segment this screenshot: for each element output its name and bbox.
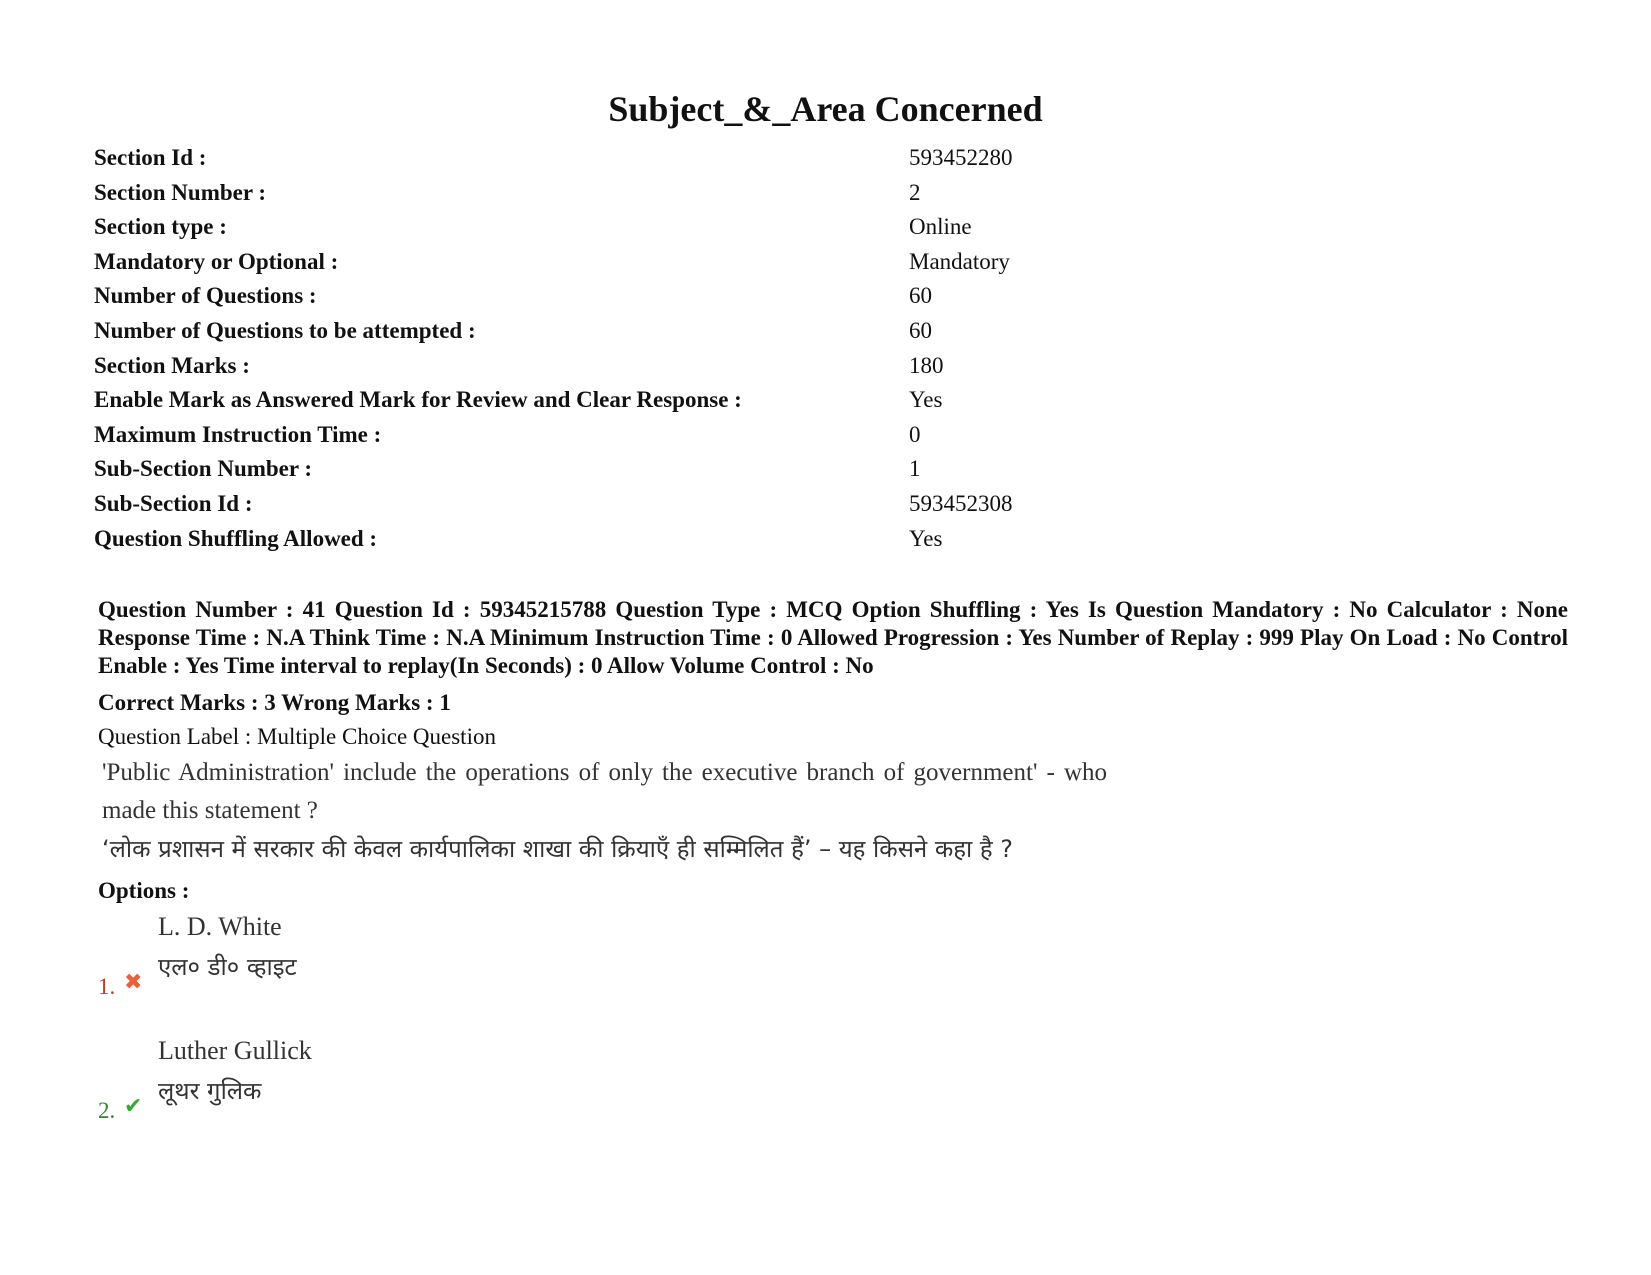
check-icon: ✔ — [124, 1094, 143, 1119]
questions-to-attempt-row — [94, 314, 1294, 349]
section-number-label: Section Number : — [94, 179, 267, 205]
section-id-value: 593452280 — [909, 145, 1013, 170]
max-instruction-time-label: Maximum Instruction Time : — [94, 421, 382, 447]
sub-section-number-value: 1 — [909, 456, 921, 482]
section-id-label: Section Id : — [94, 145, 207, 170]
mandatory-optional-value: Mandatory — [909, 248, 1010, 274]
questions-to-attempt-value: 60 — [909, 317, 932, 343]
section-marks-row — [94, 349, 1294, 384]
option-1 — [98, 912, 1568, 1032]
mandatory-optional-label: Mandatory or Optional : — [94, 248, 339, 274]
option-1-text-english: L. D. White — [158, 912, 282, 941]
option-1-number: 1. — [98, 974, 116, 999]
section-info-table — [94, 141, 1294, 556]
section-number-row — [94, 176, 1294, 211]
sub-section-id-label: Sub-Section Id : — [94, 490, 253, 516]
enable-mark-label: Enable Mark as Answered Mark for Review and Clear Response : — [94, 387, 742, 413]
question-shuffling-row — [94, 522, 1294, 557]
enable-mark-row — [94, 383, 1294, 418]
max-instruction-time-value: 0 — [909, 421, 921, 447]
question-shuffling-value: Yes — [909, 525, 943, 551]
sub-section-id-value: 593452308 — [909, 490, 1013, 516]
number-of-questions-label: Number of Questions : — [94, 283, 317, 309]
sub-section-id-row — [94, 487, 1294, 522]
option-2-text-hindi: लूथर गुलिक — [158, 1077, 262, 1105]
number-of-questions-value: 60 — [909, 283, 932, 309]
option-1-text-hindi: एल० डी० व्हाइट — [158, 953, 297, 981]
question-marks: Correct Marks : 3 Wrong Marks : 1 — [98, 690, 451, 715]
options-label: Options : — [98, 878, 190, 903]
sub-section-number-row — [94, 452, 1294, 487]
page-title: Subject_&_Area Concerned — [608, 89, 1043, 129]
section-id-row — [94, 141, 1294, 176]
option-2-text-english: Luther Gullick — [158, 1036, 312, 1065]
questions-to-attempt-label: Number of Questions to be attempted : — [94, 317, 476, 343]
section-type-row — [94, 210, 1294, 245]
max-instruction-time-row — [94, 418, 1294, 453]
section-marks-label: Section Marks : — [94, 352, 250, 378]
question-text-english: 'Public Administration' include the operations of only the executive branch of government' - who made this statement ? — [102, 759, 1107, 824]
mandatory-optional-row — [94, 245, 1294, 280]
option-2-number: 2. — [98, 1098, 116, 1123]
cross-icon: ✖ — [124, 970, 143, 995]
question-header: Question Number : 41 Question Id : 59345215788 Question Type : MCQ Option Shuffling : Yes Is Question Mandatory : No Calculator : None Response Time : N.A Think Time : N.A Minimum Instruction Time : 0 Allowed Progression : Yes Number of Replay : 999 Play On Load : No Control Enable : Yes Time interval to replay(In Seconds) : 0 Allow Volume Control : No — [98, 597, 1568, 678]
question-shuffling-label: Question Shuffling Allowed : — [94, 525, 378, 551]
question-label: Question Label : Multiple Choice Question — [98, 724, 496, 749]
option-2 — [98, 1036, 1568, 1156]
question-block — [98, 596, 1568, 1156]
sub-section-number-label: Sub-Section Number : — [94, 456, 313, 482]
section-marks-value: 180 — [909, 352, 944, 378]
question-text — [102, 754, 1107, 868]
number-of-questions-row — [94, 279, 1294, 314]
section-type-label: Section type : — [94, 214, 227, 240]
question-text-hindi: ‘लोक प्रशासन में सरकार की केवल कार्यपालिका शाखा की क्रियाएँ ही सम्मिलित हैं’ – यह किसने कहा है ? — [102, 835, 1013, 863]
section-type-value: Online — [909, 214, 972, 240]
section-number-value: 2 — [909, 179, 921, 205]
enable-mark-value: Yes — [909, 387, 943, 413]
